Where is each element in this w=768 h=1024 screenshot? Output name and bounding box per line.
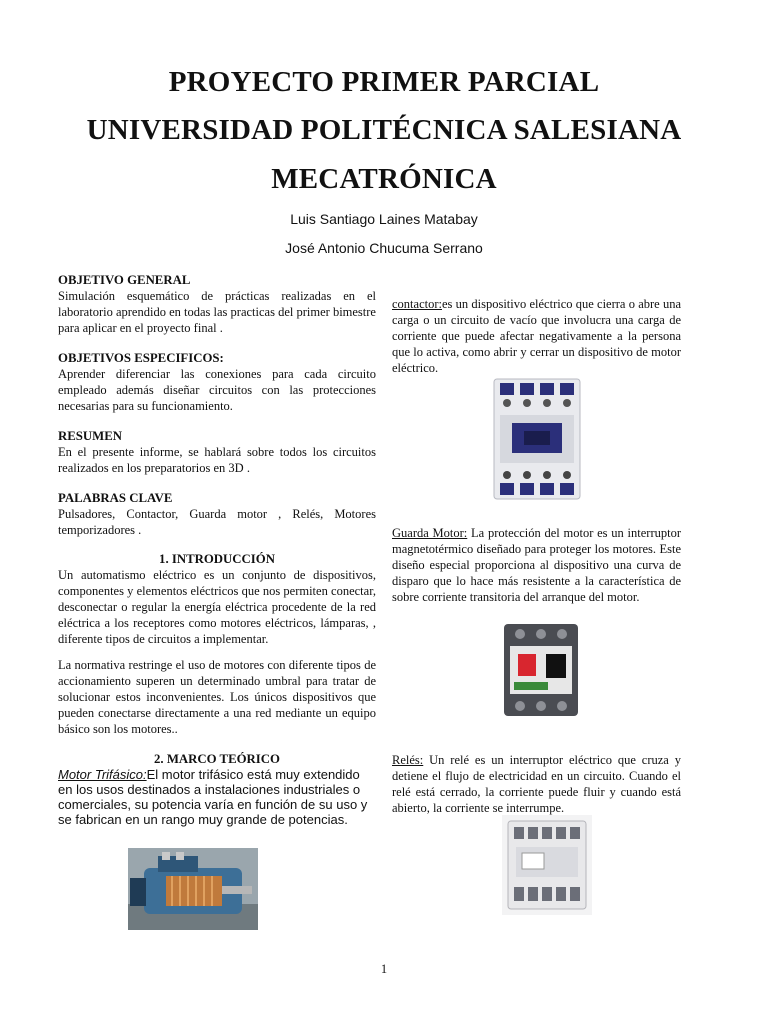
palabras-clave-text: Pulsadores, Contactor, Guarda motor , Relés, Motores temporizadores .: [58, 507, 376, 537]
introduccion-p1: Un automatismo eléctrico es un conjunto de dispositivos, componentes y elementos eléctricos que nos permiten conectar, desconectar o regular la energía eléctrica procedente de la red eléctrica a los receptores como motores eléctricos, lámparas, , diferente tipos de circuitos a implementar.: [58, 568, 376, 646]
resumen-heading: RESUMEN: [58, 429, 122, 443]
left-column: [58, 272, 376, 827]
title-line-3: MECATRÓNICA: [271, 163, 497, 195]
guarda-motor-paragraph: [392, 525, 681, 605]
introduccion-p2: La normativa restringe el uso de motores con diferente tipos de accionamiento superen un determinado umbral para tratar de solucionar estos inconvenientes. Los únicos dispositivos que pueden conectarse directamente a una red mediante un equipo básico son los motores..: [58, 658, 376, 736]
objetivos-especificos-heading: OBJETIVOS ESPECIFICOS:: [58, 351, 224, 365]
reles-text: Un relé es un interruptor eléctrico que cruza y detiene el flujo de electricidad en un circuito. Cuando el relé está cerrado, la corriente puede fluir y cuando está abierto, la corriente se interrumpe.: [392, 753, 681, 815]
title-line-2: UNIVERSIDAD POLITÉCNICA SALESIANA: [86, 114, 682, 146]
objetivos-especificos-text: Aprender diferenciar las conexiones para cada circuito empleado además diseñar circuitos con las protecciones necesarias para su funcionamiento.: [58, 367, 376, 413]
relay-image: [502, 815, 592, 915]
guarda-motor-label: Guarda Motor:: [392, 526, 468, 540]
author-1: Luis Santiago Laines Matabay: [290, 211, 478, 227]
motor-trifasico-text: El motor trifásico está muy extendido en los usos destinados a instalaciones industriales o comerciales, su potencia varía en función de su uso y se fabrican en un rango muy grande de potencias.: [58, 767, 368, 827]
motor-trifasico-paragraph: [58, 767, 376, 827]
author-2: José Antonio Chucuma Serrano: [285, 240, 483, 256]
guarda-motor-text: La protección del motor es un interruptor magnetotérmico diseñado para proteger los motores. Este diseño especial proporciona al dispositivo una curva de disparo que lo hace más resistente a la característica de sobre corriente transitoria del arranque del motor.: [392, 526, 681, 604]
contactor-paragraph: [392, 296, 681, 376]
three-phase-motor-image: [128, 848, 258, 930]
page-number: 1: [380, 962, 388, 976]
reles-label: Relés:: [392, 753, 424, 767]
palabras-clave-heading: PALABRAS CLAVE: [58, 491, 173, 505]
marco-teorico-heading: 2. MARCO TEÓRICO: [154, 752, 280, 766]
contactor-text: es un dispositivo eléctrico que cierra o abre una carga o un circuito de vacío que involucra una carga de corriente que puede afectar negativamente a la persona que lo activa, como abrir y cerrar un dispositivo de motor eléctrico.: [392, 297, 681, 375]
motor-protector-image: [498, 620, 584, 720]
objetivo-general-heading: OBJETIVO GENERAL: [58, 273, 191, 287]
motor-trifasico-label: Motor Trifásico:: [58, 767, 147, 782]
objetivo-general-text: Simulación esquemático de prácticas realizadas en el laboratorio aprendido en todas las practicas del primer bimestre para aplicar en el proyecto final .: [58, 289, 376, 335]
reles-paragraph: [392, 752, 681, 816]
resumen-text: En el presente informe, se hablará sobre todos los circuitos realizados en los preparatorios en 3D .: [58, 445, 376, 475]
contactor-image: [490, 375, 585, 503]
contactor-label: contactor:: [392, 297, 442, 311]
introduccion-heading: 1. INTRODUCCIÓN: [159, 552, 275, 566]
title-line-1: PROYECTO PRIMER PARCIAL: [168, 66, 600, 98]
